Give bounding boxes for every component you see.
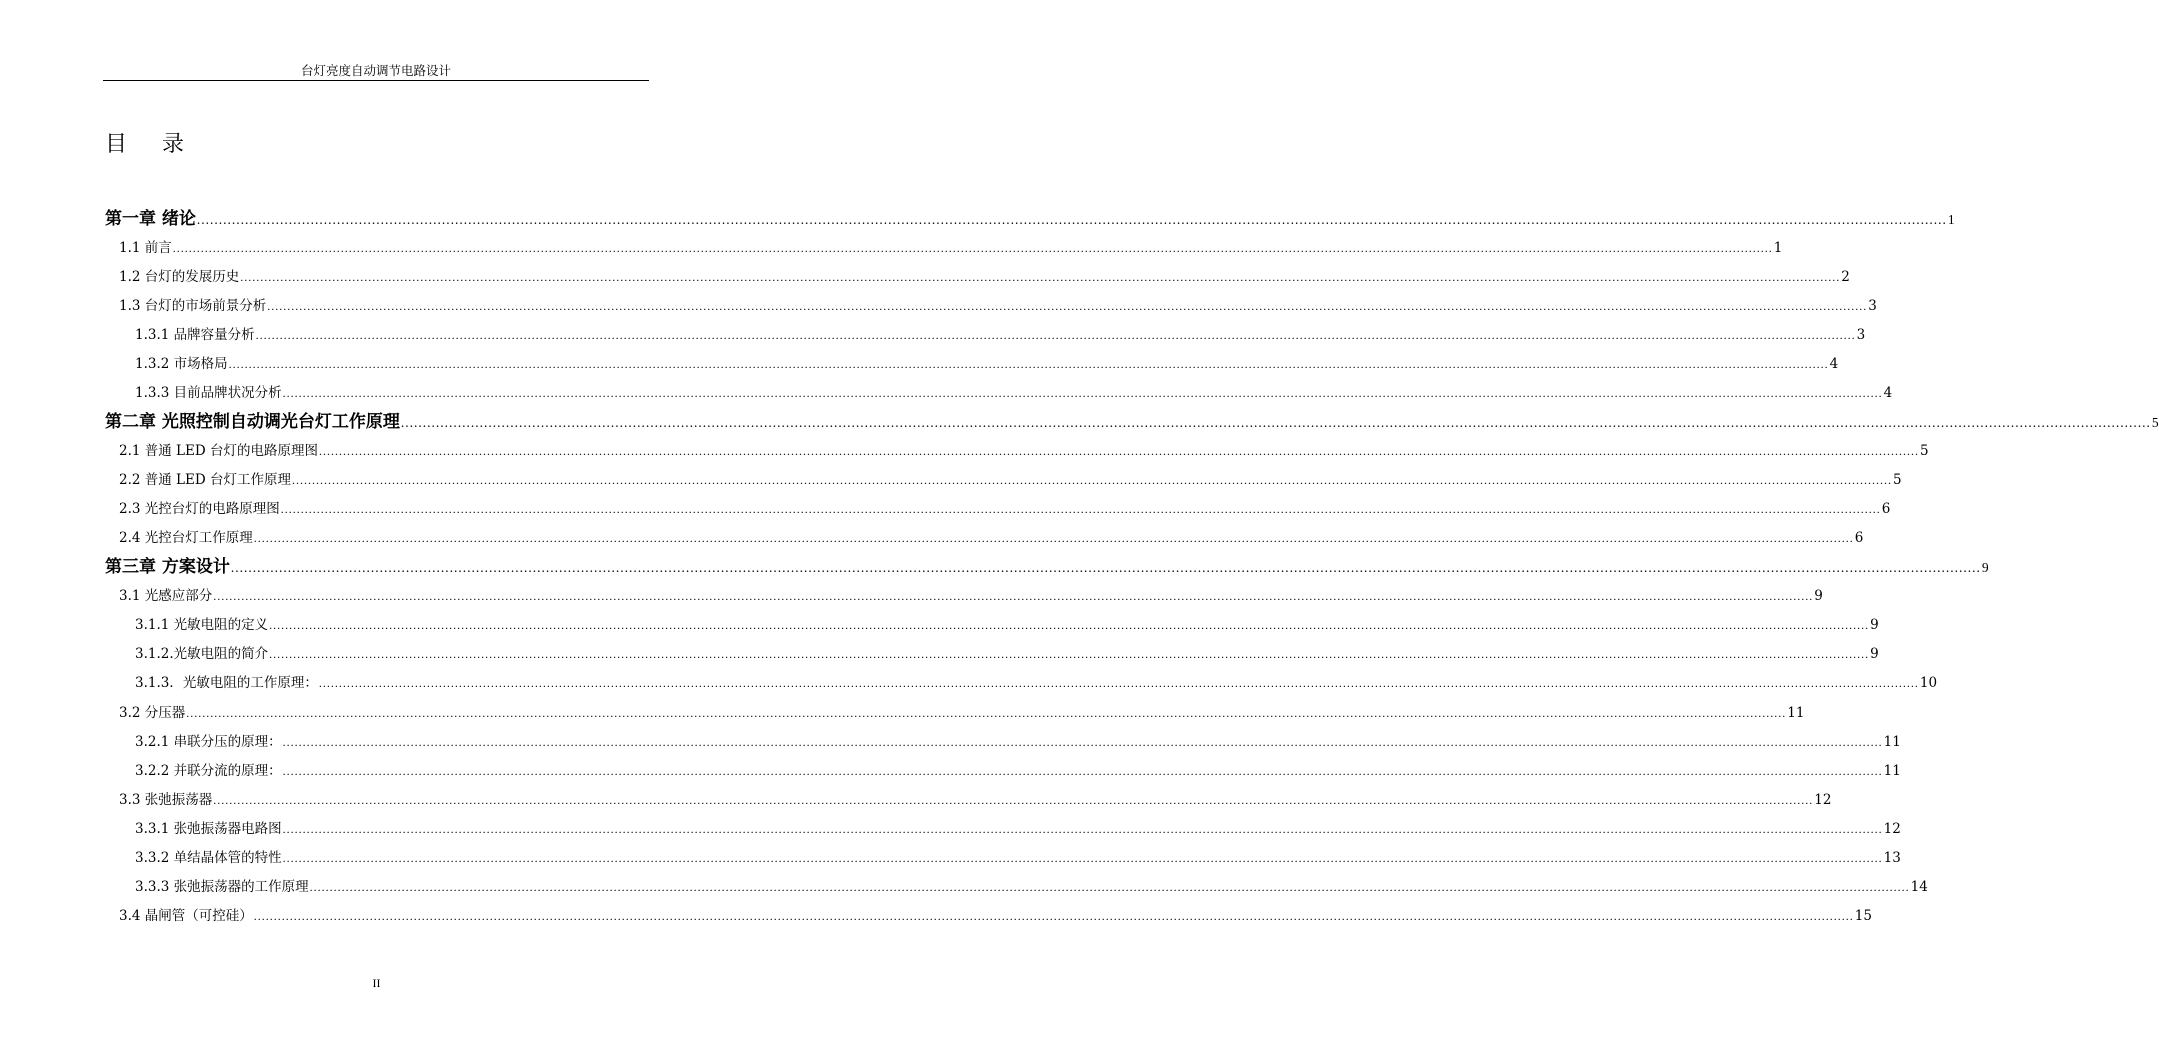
toc-entry-level-3: [135, 351, 1839, 377]
toc-entry-page: 9: [1870, 646, 1879, 662]
toc-leader-dots: ................................................................................................................................................................................................................................................................................................................................................................................................................: [282, 851, 1883, 865]
toc-entry-title: 3.4 晶闸管（可控硅）: [119, 908, 253, 924]
toc-entry-level-3: [135, 758, 1901, 784]
toc-entry-page: 11: [1883, 763, 1901, 779]
toc-entry-page: 9: [1981, 560, 1989, 575]
toc-leader-dots: ................................................................................................................................................................................................................................................................................................................................................................................................................: [255, 328, 1856, 342]
toc-entry-level-2: [119, 467, 1902, 493]
toc-entry-level-2: [119, 903, 1872, 929]
toc-entry-level-1: [105, 206, 1955, 232]
toc-entry-title: 3.3.2 单结晶体管的特性: [135, 850, 282, 866]
toc-entry-level-2: [119, 496, 1891, 522]
toc-entry-level-3: [135, 380, 1893, 406]
toc-leader-dots: ................................................................................................................................................................................................................................................................................................................................................................................................................: [319, 444, 1919, 458]
toc-entry-level-2: [119, 264, 1850, 290]
toc-entry-page: 4: [1883, 385, 1893, 401]
toc-leader-dots: ................................................................................................................................................................................................................................................................................................................................................................................................................: [282, 822, 1883, 836]
toc-entry-level-3: [135, 612, 1879, 638]
toc-title: 目 录: [105, 132, 198, 157]
toc-entry-page: 15: [1854, 908, 1872, 924]
toc-entry-page: 12: [1883, 821, 1901, 837]
toc-entry-title: 2.1 普通 LED 台灯的电路原理图: [119, 443, 318, 459]
toc-entry-title: 3.3.3 张弛振荡器的工作原理: [135, 879, 309, 895]
toc-entry-page: 3: [1868, 298, 1877, 314]
toc-leader-dots: ................................................................................................................................................................................................................................................................................................................................................................................................................: [309, 880, 1910, 894]
toc-leader-dots: ................................................................................................................................................................................................................................................................................................................................................................................................................: [230, 560, 1981, 575]
toc-entry-title: 1.3.1 品牌容量分析: [135, 327, 255, 343]
toc-leader-dots: ................................................................................................................................................................................................................................................................................................................................................................................................................: [253, 531, 1854, 545]
toc-entry-page: 2: [1841, 269, 1850, 285]
toc-entry-page: 4: [1829, 356, 1839, 372]
toc-leader-dots: ................................................................................................................................................................................................................................................................................................................................................................................................................: [240, 270, 1841, 284]
toc-entry-level-3: [135, 816, 1901, 842]
toc-entry-page: 3: [1856, 327, 1866, 343]
toc-entry-title: 3.1.2.光敏电阻的简介: [135, 646, 269, 662]
running-header: 台灯亮度自动调节电路设计: [300, 63, 451, 78]
toc-entry-title: 1.3.3 目前品牌状况分析: [135, 385, 282, 401]
toc-entry-page: 1: [1947, 212, 1955, 227]
toc-entry-title: 3.1.3．光敏电阻的工作原理：: [135, 675, 318, 691]
toc-entry-page: 12: [1814, 792, 1832, 808]
toc-entry-title: 1.3.2 市场格局: [135, 356, 228, 372]
toc-entry-title: 1.3 台灯的市场前景分析: [119, 298, 267, 314]
toc-entry-title: 3.2 分压器: [119, 705, 186, 721]
toc-entry-level-2: [119, 700, 1805, 726]
toc-leader-dots: ................................................................................................................................................................................................................................................................................................................................................................................................................: [269, 618, 1870, 632]
toc-entry-level-3: [135, 874, 1928, 900]
toc-leader-dots: ................................................................................................................................................................................................................................................................................................................................................................................................................: [213, 793, 1814, 807]
toc-entry-page: 11: [1883, 734, 1901, 750]
toc-leader-dots: ................................................................................................................................................................................................................................................................................................................................................................................................................: [196, 212, 1947, 227]
toc-entry-title: 2.3 光控台灯的电路原理图: [119, 501, 280, 517]
toc-leader-dots: ................................................................................................................................................................................................................................................................................................................................................................................................................: [228, 357, 1829, 371]
toc-leader-dots: ................................................................................................................................................................................................................................................................................................................................................................................................................: [282, 735, 1883, 749]
toc-leader-dots: ................................................................................................................................................................................................................................................................................................................................................................................................................: [186, 706, 1787, 720]
toc-entry-page: 10: [1919, 675, 1938, 691]
toc-leader-dots: ................................................................................................................................................................................................................................................................................................................................................................................................................: [282, 386, 1883, 400]
toc-entry-title: 3.1.1 光敏电阻的定义: [135, 617, 269, 633]
toc-entry-title: 1.2 台灯的发展历史: [119, 269, 240, 285]
toc-entry-level-3: [135, 670, 1938, 696]
toc-entry-page: 9: [1814, 588, 1823, 604]
toc-leader-dots: ................................................................................................................................................................................................................................................................................................................................................................................................................: [282, 764, 1883, 778]
toc-leader-dots: ................................................................................................................................................................................................................................................................................................................................................................................................................: [213, 589, 1814, 603]
toc-entry-level-2: [119, 583, 1823, 609]
toc-leader-dots: ................................................................................................................................................................................................................................................................................................................................................................................................................: [267, 299, 1868, 313]
toc-entry-title: 1.1 前言: [119, 240, 172, 256]
toc-entry-title: 3.3 张弛振荡器: [119, 792, 213, 808]
page-number: II: [372, 976, 381, 990]
toc-entry-level-1: [105, 409, 2159, 435]
toc-leader-dots: ................................................................................................................................................................................................................................................................................................................................................................................................................: [253, 909, 1854, 923]
toc-leader-dots: ................................................................................................................................................................................................................................................................................................................................................................................................................: [172, 241, 1773, 255]
toc-leader-dots: ................................................................................................................................................................................................................................................................................................................................................................................................................: [292, 473, 1892, 487]
toc-entry-page: 6: [1854, 530, 1864, 546]
toc-entry-level-3: [135, 729, 1901, 755]
toc-leader-dots: ................................................................................................................................................................................................................................................................................................................................................................................................................: [280, 502, 1881, 516]
toc-entry-title: 第一章 绪论: [105, 209, 196, 229]
toc-entry-level-2: [119, 787, 1832, 813]
toc-entry-level-3: [135, 641, 1879, 667]
toc-entry-title: 第二章 光照控制自动调光台灯工作原理: [105, 412, 400, 432]
toc-leader-dots: ................................................................................................................................................................................................................................................................................................................................................................................................................: [400, 415, 2151, 430]
toc-entry-level-2: [119, 438, 1929, 464]
toc-entry-page: 13: [1883, 850, 1901, 866]
header-rule: [103, 80, 649, 81]
toc-entry-title: 3.2.1 串联分压的原理：: [135, 734, 282, 750]
toc-entry-level-2: [119, 235, 1783, 261]
toc-entry-page: 1: [1773, 240, 1783, 256]
toc-leader-dots: ................................................................................................................................................................................................................................................................................................................................................................................................................: [318, 676, 1919, 690]
toc-entry-page: 6: [1881, 501, 1891, 517]
toc-entry-title: 2.4 光控台灯工作原理: [119, 530, 253, 546]
toc-entry-level-3: [135, 322, 1866, 348]
toc-entry-page: 14: [1910, 879, 1928, 895]
toc-entry-title: 3.2.2 并联分流的原理：: [135, 763, 282, 779]
toc-entry-page: 5: [2151, 415, 2159, 430]
toc-entry-page: 11: [1787, 705, 1805, 721]
toc-entry-page: 9: [1870, 617, 1879, 633]
toc-entry-level-1: [105, 554, 1989, 580]
toc-entry-title: 第三章 方案设计: [105, 557, 230, 577]
toc-entry-title: 3.3.1 张弛振荡器电路图: [135, 821, 282, 837]
toc-leader-dots: ................................................................................................................................................................................................................................................................................................................................................................................................................: [269, 647, 1870, 661]
toc-entry-level-3: [135, 845, 1901, 871]
toc-entry-page: 5: [1920, 443, 1929, 459]
toc-entry-level-2: [119, 293, 1877, 319]
toc-entry-title: 2.2 普通 LED 台灯工作原理: [119, 472, 291, 488]
toc-entry-title: 3.1 光感应部分: [119, 588, 213, 604]
toc-entry-page: 5: [1893, 472, 1902, 488]
toc-entry-level-2: [119, 525, 1864, 551]
